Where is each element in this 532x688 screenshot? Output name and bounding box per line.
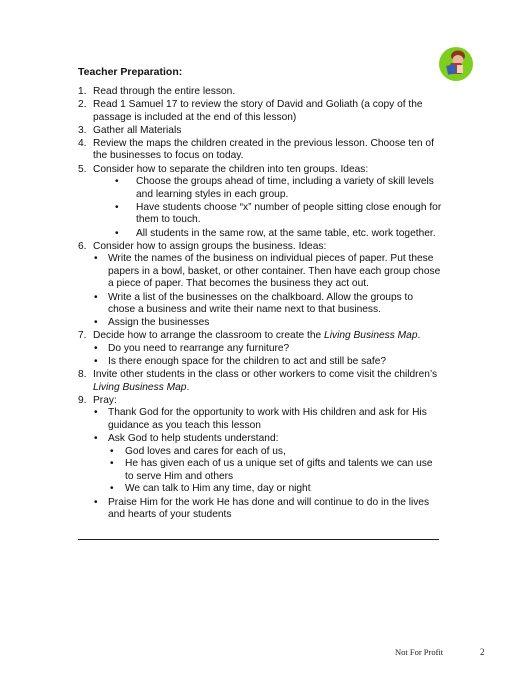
footer-text: Not For Profit — [395, 647, 444, 657]
bullet-text: Thank God for the opportunity to work with His children and ask for His guidance as you teach this lesson — [108, 407, 427, 431]
question-bullet-list — [93, 343, 443, 369]
bullet-item — [78, 202, 443, 227]
bullet-text: Assign the businesses — [108, 317, 210, 329]
bullet-icon: • — [115, 227, 119, 239]
step-text: Read 1 Samuel 17 to review the story of David and Goliath (a copy of the passage is included at the end of this lesson) — [93, 99, 423, 123]
bullet-item — [93, 343, 443, 356]
step-item — [78, 99, 443, 124]
step-item — [78, 369, 443, 394]
step-text-italic: Living Business Map — [324, 330, 418, 342]
understanding-sub-list — [93, 446, 443, 496]
step-text: Gather all Materials — [93, 124, 182, 136]
step-number: 7. — [78, 330, 87, 342]
step-number: 1. — [78, 86, 87, 97]
step-item — [78, 164, 443, 241]
step-text: Read through the entire lesson. — [93, 86, 236, 97]
sub-bullet-text: God loves and cares for each of us, — [125, 445, 286, 457]
bullet-text: Write a list of the businesses on the chalkboard. Allow the groups to chose a business and write their name next to that business. — [108, 291, 414, 316]
bullet-icon: • — [110, 445, 114, 457]
bullet-text: Praise Him for the work He has done and will continue to do in the lives and hearts of your students — [108, 496, 430, 521]
bullet-item — [93, 292, 443, 317]
bullet-icon: • — [94, 355, 98, 367]
bullet-text: Have students choose “x” number of people sitting close enough for them to touch. — [136, 201, 442, 226]
bullet-item — [93, 407, 443, 432]
bullet-icon: • — [115, 201, 119, 213]
step-item — [78, 241, 443, 330]
step-text-end: . — [417, 330, 421, 342]
bullet-icon: • — [115, 176, 119, 188]
bullet-item — [93, 317, 443, 330]
step-item — [78, 138, 443, 163]
bullet-icon: • — [94, 407, 98, 419]
step-number: 2. — [78, 99, 87, 111]
step-item — [78, 330, 443, 368]
step-number: 8. — [78, 369, 87, 381]
step-number: 4. — [78, 137, 87, 149]
sub-bullet-item — [93, 458, 443, 483]
step-text: Review the maps the children created in the previous lesson. Choose ten of the businesses to focus on today. — [93, 137, 434, 162]
step-text: Pray: — [93, 394, 117, 406]
step-number: 9. — [78, 394, 87, 406]
bullet-item — [78, 228, 443, 241]
sub-bullet-text: He has given each of us a unique set of gifts and talents we can use to serve Him and others — [125, 458, 433, 482]
horizontal-rule — [78, 539, 439, 540]
sub-bullet-item — [93, 446, 443, 459]
step-text-start: Decide how to arrange the classroom to create the — [93, 330, 325, 342]
step-text-start: Invite other students in the class or other workers to come visit the children’s — [93, 369, 438, 381]
step-number: 6. — [78, 240, 87, 252]
preparation-steps-list — [78, 86, 443, 522]
step-text-end: . — [186, 381, 190, 393]
page-number: 2 — [480, 647, 485, 657]
bullet-icon: • — [94, 433, 98, 445]
step-text: Consider how to assign groups the business. Ideas: — [93, 240, 327, 252]
bullet-text: Write the names of the business on individual pieces of paper. Put these papers in a bowl, basket, or other container. Then have each group chose a piece of paper. That becomes the business they act out. — [108, 253, 441, 290]
bullet-icon: • — [94, 291, 98, 303]
bullet-icon: • — [110, 483, 114, 495]
bullet-icon: • — [94, 496, 98, 508]
step-item — [78, 395, 443, 522]
bullet-icon: • — [94, 342, 98, 354]
sub-bullet-item — [93, 483, 443, 496]
step-text: Consider how to separate the children into ten groups. Ideas: — [93, 163, 369, 175]
bullet-icon: • — [94, 317, 98, 329]
bullet-item — [93, 433, 443, 496]
section-heading: Teacher Preparation: — [78, 66, 183, 78]
bullet-icon: • — [94, 253, 98, 265]
bullet-item — [93, 356, 443, 369]
boy-reading-logo-icon — [436, 43, 476, 83]
sub-bullet-text: We can talk to Him any time, day or night — [125, 483, 311, 495]
bullet-text: Do you need to rearrange any furniture? — [108, 342, 290, 354]
bullet-item — [93, 253, 443, 291]
bullet-text: Is there enough space for the children to act and still be safe? — [108, 355, 387, 367]
bullet-item — [93, 497, 443, 522]
ideas-bullet-list — [93, 253, 443, 330]
bullet-icon: • — [110, 458, 114, 470]
bullet-item — [78, 176, 443, 201]
step-number: 5. — [78, 163, 87, 175]
prayer-bullet-list — [93, 407, 443, 521]
bullet-text: All students in the same row, at the same table, etc. work together. — [136, 227, 436, 239]
step-item — [78, 125, 443, 138]
step-text-italic: Living Business Map — [93, 381, 187, 393]
step-item — [78, 86, 443, 99]
bullet-text: Choose the groups ahead of time, including a variety of skill levels and learning styles in each group. — [136, 176, 434, 200]
bullet-text: Ask God to help students understand: — [108, 433, 279, 445]
ideas-bullet-list — [78, 176, 443, 240]
step-number: 3. — [78, 124, 87, 136]
